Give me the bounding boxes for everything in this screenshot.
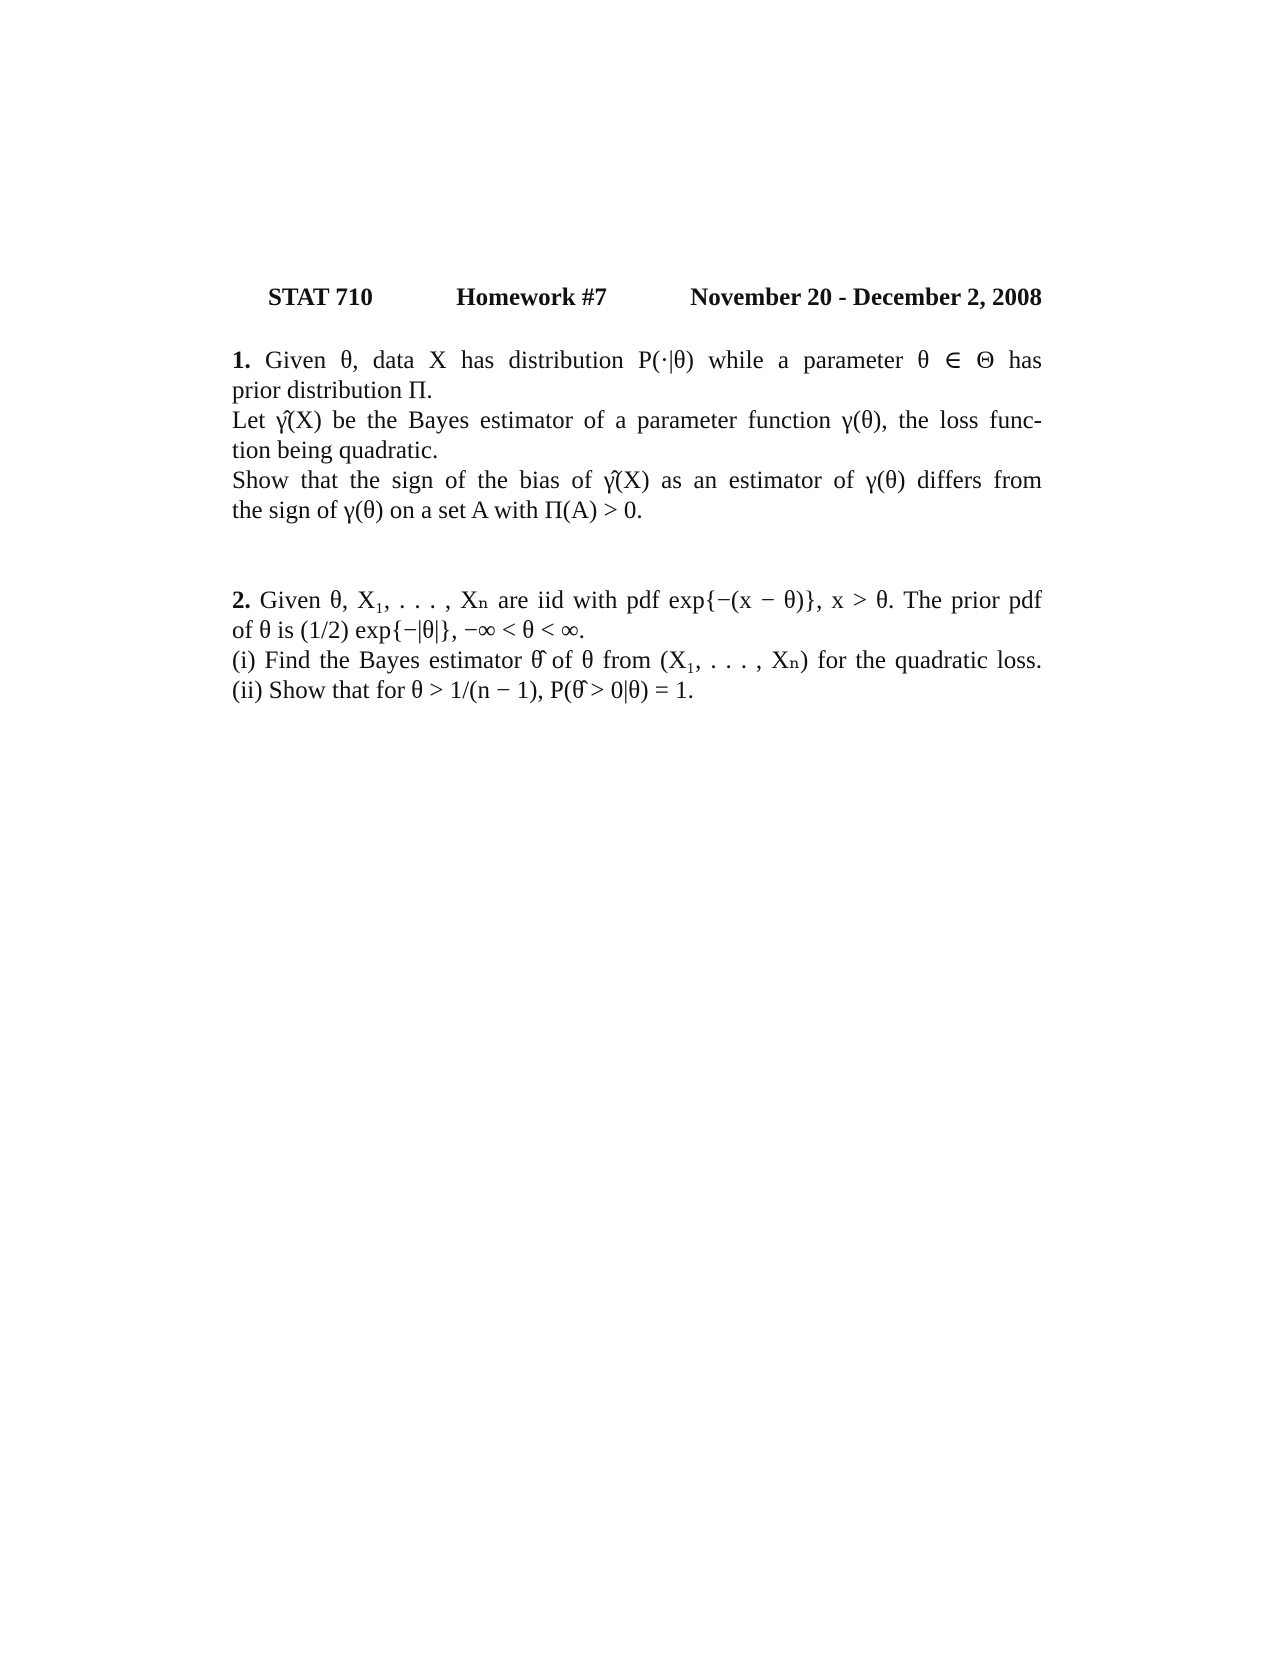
- problem-2-line-1: [232, 586, 1042, 616]
- problem-1-line-5: Show that the sign of the bias of γ̂(X) as an estimator of γ(θ) differs from: [232, 467, 1042, 494]
- problem-1: [232, 346, 1042, 526]
- problem-2-line-2: of θ is (1/2) exp{−|θ|}, −∞ < θ < ∞.: [232, 617, 585, 644]
- assignment-title: Homework #7: [456, 284, 607, 311]
- header: [268, 282, 1042, 314]
- problem-1-number: 1.: [232, 347, 251, 374]
- course-title: STAT 710: [268, 284, 373, 311]
- problem-2: [232, 586, 1042, 706]
- problem-1-line-6: the sign of γ(θ) on a set A with Π(A) > 0.: [232, 497, 643, 524]
- problem-2-text-1: Given θ, X₁, . . . , Xₙ are iid with pdf exp{−(x − θ)}, x > θ. The prior pdf: [250, 587, 1042, 614]
- problem-1-line-1: [232, 346, 1042, 376]
- problem-1-text-1: Given θ, data X has distribution P(·|θ) while a parameter θ ∈ Θ has: [250, 347, 1042, 374]
- problem-2-number: 2.: [232, 587, 251, 614]
- problem-2-line-3: (i) Find the Bayes estimator θ̂ of θ from (X₁, . . . , Xₙ) for the quadratic loss.: [232, 647, 1042, 674]
- problem-2-line-4: (ii) Show that for θ > 1/(n − 1), P(θ̂ > 0|θ) = 1.: [232, 677, 694, 704]
- date-range: November 20 - December 2, 2008: [690, 284, 1042, 311]
- problem-1-line-3: Let γ̂(X) be the Bayes estimator of a parameter function γ(θ), the loss func-: [232, 407, 1042, 434]
- problem-1-line-2: prior distribution Π.: [232, 377, 433, 404]
- problem-1-line-4: tion being quadratic.: [232, 437, 439, 464]
